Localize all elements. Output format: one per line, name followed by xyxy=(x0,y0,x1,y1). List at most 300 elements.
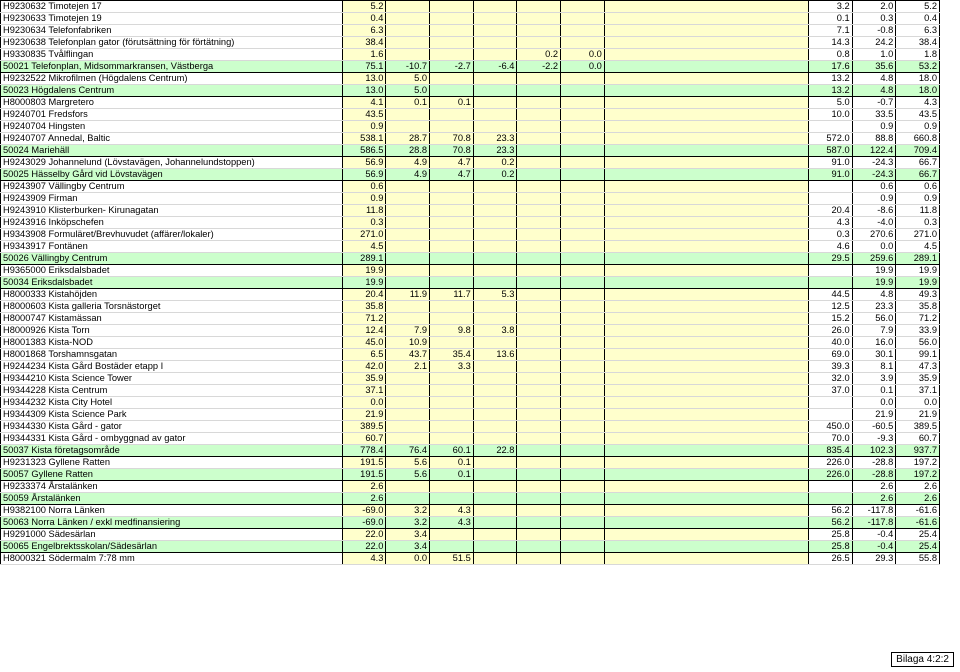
project-name-cell: H9230633 Timotejen 19 xyxy=(1,13,343,25)
value-cell: -61.6 xyxy=(896,517,940,529)
value-cell: 0.3 xyxy=(852,13,896,25)
value-cell xyxy=(430,337,474,349)
value-cell xyxy=(386,193,430,205)
value-cell: 21.9 xyxy=(896,409,940,421)
value-cell: -0.7 xyxy=(852,97,896,109)
value-cell xyxy=(517,73,561,85)
value-cell: 389.5 xyxy=(342,421,386,433)
value-cell: 4.3 xyxy=(430,517,474,529)
value-cell: 26.0 xyxy=(808,325,852,337)
value-cell: 71.2 xyxy=(896,313,940,325)
value-cell: 25.8 xyxy=(808,529,852,541)
table-row xyxy=(1,313,940,325)
summary-row xyxy=(1,493,940,505)
value-cell xyxy=(604,409,808,421)
value-cell: 29.5 xyxy=(808,253,852,265)
table-row xyxy=(1,433,940,445)
value-cell: 53.2 xyxy=(896,61,940,73)
value-cell: 23.3 xyxy=(473,145,517,157)
value-cell xyxy=(561,193,605,205)
value-cell xyxy=(386,121,430,133)
value-cell xyxy=(473,277,517,289)
value-cell: 70.8 xyxy=(430,133,474,145)
project-name-cell: H9344330 Kista Gård - gator xyxy=(1,421,343,433)
value-cell: 937.7 xyxy=(896,445,940,457)
value-cell xyxy=(604,61,808,73)
table-row xyxy=(1,325,940,337)
value-cell xyxy=(517,493,561,505)
value-cell xyxy=(604,481,808,493)
value-cell xyxy=(473,517,517,529)
value-cell: 71.2 xyxy=(342,313,386,325)
value-cell: 17.6 xyxy=(808,61,852,73)
value-cell: 70.8 xyxy=(430,145,474,157)
value-cell xyxy=(517,229,561,241)
project-name-cell: H9344309 Kista Science Park xyxy=(1,409,343,421)
value-cell xyxy=(473,553,517,565)
value-cell: 33.9 xyxy=(896,325,940,337)
value-cell: 5.6 xyxy=(386,457,430,469)
value-cell: 56.2 xyxy=(808,517,852,529)
value-cell xyxy=(386,217,430,229)
value-cell xyxy=(517,85,561,97)
value-cell xyxy=(517,133,561,145)
value-cell: 47.3 xyxy=(896,361,940,373)
project-name-cell: H9243916 Inköpschefen xyxy=(1,217,343,229)
value-cell xyxy=(604,253,808,265)
value-cell: 56.9 xyxy=(342,169,386,181)
value-cell xyxy=(517,193,561,205)
value-cell xyxy=(430,541,474,553)
value-cell: 37.1 xyxy=(896,385,940,397)
value-cell: 51.5 xyxy=(430,553,474,565)
value-cell: 13.6 xyxy=(473,349,517,361)
value-cell xyxy=(430,421,474,433)
value-cell: 19.9 xyxy=(342,265,386,277)
value-cell: 0.1 xyxy=(430,97,474,109)
table-row xyxy=(1,301,940,313)
value-cell: 0.9 xyxy=(342,121,386,133)
value-cell xyxy=(517,469,561,481)
project-name-cell: H9233374 Årstalänken xyxy=(1,481,343,493)
value-cell xyxy=(473,469,517,481)
value-cell xyxy=(561,541,605,553)
value-cell: 586.5 xyxy=(342,145,386,157)
value-cell xyxy=(386,421,430,433)
value-cell xyxy=(386,181,430,193)
value-cell xyxy=(386,373,430,385)
value-cell xyxy=(808,265,852,277)
value-cell: 15.2 xyxy=(808,313,852,325)
value-cell: 0.6 xyxy=(852,181,896,193)
value-cell xyxy=(517,181,561,193)
value-cell xyxy=(604,397,808,409)
value-cell xyxy=(604,37,808,49)
value-cell: 23.3 xyxy=(473,133,517,145)
value-cell xyxy=(604,193,808,205)
value-cell: 43.7 xyxy=(386,349,430,361)
value-cell xyxy=(561,337,605,349)
table-row xyxy=(1,373,940,385)
value-cell: 45.0 xyxy=(342,337,386,349)
value-cell xyxy=(561,433,605,445)
value-cell: 42.0 xyxy=(342,361,386,373)
value-cell xyxy=(430,37,474,49)
value-cell: 13.0 xyxy=(342,73,386,85)
value-cell xyxy=(604,145,808,157)
summary-row xyxy=(1,517,940,529)
value-cell xyxy=(430,409,474,421)
project-name-cell: H9230632 Timotejen 17 xyxy=(1,1,343,13)
value-cell: -24.3 xyxy=(852,169,896,181)
value-cell: 5.3 xyxy=(473,289,517,301)
value-cell: 0.1 xyxy=(430,457,474,469)
value-cell: 3.2 xyxy=(386,517,430,529)
value-cell xyxy=(808,181,852,193)
value-cell xyxy=(517,169,561,181)
value-cell: 76.4 xyxy=(386,445,430,457)
value-cell xyxy=(517,361,561,373)
value-cell xyxy=(517,529,561,541)
value-cell: 60.7 xyxy=(342,433,386,445)
value-cell: 0.4 xyxy=(342,13,386,25)
project-name-cell: H9240704 Hingsten xyxy=(1,121,343,133)
value-cell: 21.9 xyxy=(852,409,896,421)
value-cell: 16.0 xyxy=(852,337,896,349)
value-cell: 7.9 xyxy=(852,325,896,337)
summary-row xyxy=(1,469,940,481)
value-cell: 587.0 xyxy=(808,145,852,157)
value-cell: 271.0 xyxy=(896,229,940,241)
value-cell xyxy=(517,517,561,529)
value-cell xyxy=(808,277,852,289)
value-cell: 19.9 xyxy=(896,277,940,289)
value-cell xyxy=(386,109,430,121)
value-cell xyxy=(473,337,517,349)
value-cell xyxy=(473,373,517,385)
value-cell xyxy=(561,313,605,325)
value-cell: 55.8 xyxy=(896,553,940,565)
value-cell: 37.1 xyxy=(342,385,386,397)
project-name-cell: H9230638 Telefonplan gator (förutsättning för förtätning) xyxy=(1,37,343,49)
value-cell: 13.0 xyxy=(342,85,386,97)
table-row xyxy=(1,73,940,85)
value-cell: 14.3 xyxy=(808,37,852,49)
value-cell: 0.0 xyxy=(896,397,940,409)
value-cell: 13.2 xyxy=(808,85,852,97)
table-body xyxy=(1,1,940,565)
value-cell: 2.6 xyxy=(342,493,386,505)
value-cell xyxy=(604,277,808,289)
value-cell: 1.8 xyxy=(896,49,940,61)
value-cell: 450.0 xyxy=(808,421,852,433)
value-cell xyxy=(386,301,430,313)
value-cell xyxy=(386,409,430,421)
value-cell xyxy=(386,493,430,505)
value-cell xyxy=(604,97,808,109)
value-cell xyxy=(517,373,561,385)
value-cell xyxy=(604,529,808,541)
value-cell: 5.2 xyxy=(896,1,940,13)
value-cell xyxy=(473,505,517,517)
value-cell: 11.7 xyxy=(430,289,474,301)
summary-row xyxy=(1,541,940,553)
value-cell: 0.8 xyxy=(808,49,852,61)
value-cell xyxy=(561,325,605,337)
value-cell: 0.0 xyxy=(561,61,605,73)
value-cell xyxy=(561,217,605,229)
table-row xyxy=(1,241,940,253)
value-cell xyxy=(561,361,605,373)
value-cell xyxy=(386,229,430,241)
value-cell: 4.3 xyxy=(808,217,852,229)
value-cell xyxy=(517,409,561,421)
value-cell xyxy=(473,265,517,277)
value-cell: 8.1 xyxy=(852,361,896,373)
value-cell xyxy=(517,253,561,265)
value-cell: 226.0 xyxy=(808,457,852,469)
value-cell xyxy=(604,553,808,565)
value-cell: 19.9 xyxy=(342,277,386,289)
project-name-cell: H9382100 Norra Länken xyxy=(1,505,343,517)
value-cell: 122.4 xyxy=(852,145,896,157)
value-cell: 0.2 xyxy=(473,169,517,181)
value-cell xyxy=(561,349,605,361)
value-cell xyxy=(604,541,808,553)
value-cell: 4.5 xyxy=(342,241,386,253)
value-cell: -24.3 xyxy=(852,157,896,169)
value-cell: 22.0 xyxy=(342,541,386,553)
value-cell: 75.1 xyxy=(342,61,386,73)
value-cell: 572.0 xyxy=(808,133,852,145)
table-row xyxy=(1,157,940,169)
value-cell xyxy=(604,433,808,445)
value-cell: 0.6 xyxy=(896,181,940,193)
value-cell: 0.1 xyxy=(430,469,474,481)
value-cell xyxy=(517,217,561,229)
value-cell: 4.3 xyxy=(342,553,386,565)
table-row xyxy=(1,229,940,241)
value-cell xyxy=(473,37,517,49)
value-cell xyxy=(517,553,561,565)
value-cell xyxy=(561,517,605,529)
value-cell xyxy=(561,457,605,469)
value-cell xyxy=(561,265,605,277)
table-row xyxy=(1,205,940,217)
table-row xyxy=(1,133,940,145)
value-cell xyxy=(561,85,605,97)
value-cell xyxy=(430,277,474,289)
summary-row xyxy=(1,277,940,289)
value-cell: 1.0 xyxy=(852,49,896,61)
value-cell: 389.5 xyxy=(896,421,940,433)
summary-row xyxy=(1,145,940,157)
value-cell xyxy=(517,145,561,157)
table-row xyxy=(1,181,940,193)
value-cell: -0.4 xyxy=(852,529,896,541)
value-cell xyxy=(473,253,517,265)
value-cell xyxy=(561,409,605,421)
value-cell: 35.6 xyxy=(852,61,896,73)
value-cell: 23.3 xyxy=(852,301,896,313)
value-cell: -4.0 xyxy=(852,217,896,229)
value-cell: 6.3 xyxy=(896,25,940,37)
value-cell xyxy=(561,421,605,433)
value-cell xyxy=(430,205,474,217)
value-cell: 538.1 xyxy=(342,133,386,145)
value-cell: 25.8 xyxy=(808,541,852,553)
summary-row xyxy=(1,61,940,73)
table-row xyxy=(1,553,940,565)
value-cell xyxy=(517,541,561,553)
value-cell xyxy=(561,13,605,25)
value-cell: 0.0 xyxy=(386,553,430,565)
value-cell xyxy=(604,157,808,169)
value-cell xyxy=(517,277,561,289)
value-cell: 5.0 xyxy=(386,73,430,85)
value-cell: 22.0 xyxy=(342,529,386,541)
value-cell xyxy=(473,493,517,505)
value-cell xyxy=(604,469,808,481)
appendix-label: Bilaga 4:2:2 xyxy=(891,652,954,667)
value-cell xyxy=(473,457,517,469)
value-cell: 11.8 xyxy=(342,205,386,217)
value-cell xyxy=(604,49,808,61)
value-cell xyxy=(430,85,474,97)
value-cell xyxy=(604,85,808,97)
value-cell xyxy=(517,13,561,25)
value-cell: 26.5 xyxy=(808,553,852,565)
value-cell: 3.2 xyxy=(386,505,430,517)
project-name-cell: H8000603 Kista galleria Torsnästorget xyxy=(1,301,343,313)
project-name-cell: 50059 Årstalänken xyxy=(1,493,343,505)
value-cell: 0.2 xyxy=(517,49,561,61)
value-cell xyxy=(808,121,852,133)
value-cell xyxy=(517,385,561,397)
value-cell: 4.7 xyxy=(430,157,474,169)
value-cell xyxy=(386,205,430,217)
value-cell xyxy=(517,157,561,169)
value-cell xyxy=(386,25,430,37)
value-cell: 0.0 xyxy=(852,397,896,409)
table-row xyxy=(1,421,940,433)
value-cell: 4.8 xyxy=(852,289,896,301)
value-cell xyxy=(430,313,474,325)
value-cell: -9.3 xyxy=(852,433,896,445)
value-cell xyxy=(473,301,517,313)
table-row xyxy=(1,289,940,301)
project-name-cell: H9344228 Kista Centrum xyxy=(1,385,343,397)
value-cell: 3.9 xyxy=(852,373,896,385)
value-cell: 43.5 xyxy=(342,109,386,121)
value-cell: 32.0 xyxy=(808,373,852,385)
value-cell xyxy=(604,349,808,361)
value-cell: 2.6 xyxy=(896,493,940,505)
value-cell: 11.8 xyxy=(896,205,940,217)
value-cell: 11.9 xyxy=(386,289,430,301)
value-cell xyxy=(561,181,605,193)
value-cell: 5.6 xyxy=(386,469,430,481)
table-row xyxy=(1,409,940,421)
summary-row xyxy=(1,445,940,457)
value-cell xyxy=(430,433,474,445)
project-name-cell: 50063 Norra Länken / exkl medfinansiering xyxy=(1,517,343,529)
project-name-cell: 50065 Engelbrektsskolan/Sädesärlan xyxy=(1,541,343,553)
value-cell: 2.0 xyxy=(852,1,896,13)
value-cell xyxy=(430,373,474,385)
value-cell xyxy=(517,109,561,121)
value-cell xyxy=(517,325,561,337)
project-name-cell: H8000321 Södermalm 7:78 mm xyxy=(1,553,343,565)
table-row xyxy=(1,337,940,349)
value-cell: 1.6 xyxy=(342,49,386,61)
table-row xyxy=(1,457,940,469)
summary-row xyxy=(1,169,940,181)
value-cell: 13.2 xyxy=(808,73,852,85)
value-cell xyxy=(473,397,517,409)
table-row xyxy=(1,1,940,13)
value-cell xyxy=(473,109,517,121)
value-cell xyxy=(430,217,474,229)
table-row xyxy=(1,385,940,397)
value-cell: 0.9 xyxy=(852,121,896,133)
value-cell xyxy=(386,277,430,289)
project-name-cell: H9243909 Firman xyxy=(1,193,343,205)
project-name-cell: 50026 Vällingby Centrum xyxy=(1,253,343,265)
project-name-cell: H9230634 Telefonfabriken xyxy=(1,25,343,37)
value-cell: 6.3 xyxy=(342,25,386,37)
value-cell: 38.4 xyxy=(342,37,386,49)
value-cell: 7.1 xyxy=(808,25,852,37)
value-cell xyxy=(517,25,561,37)
value-cell xyxy=(604,265,808,277)
value-cell xyxy=(386,241,430,253)
value-cell xyxy=(604,325,808,337)
value-cell: 0.1 xyxy=(808,13,852,25)
value-cell xyxy=(473,193,517,205)
value-cell xyxy=(604,385,808,397)
value-cell xyxy=(561,97,605,109)
table-row xyxy=(1,349,940,361)
value-cell: 43.5 xyxy=(896,109,940,121)
value-cell xyxy=(386,49,430,61)
value-cell: 91.0 xyxy=(808,157,852,169)
value-cell: 21.9 xyxy=(342,409,386,421)
value-cell: 6.5 xyxy=(342,349,386,361)
value-cell xyxy=(473,481,517,493)
value-cell: 3.2 xyxy=(808,1,852,13)
value-cell: 4.9 xyxy=(386,157,430,169)
value-cell xyxy=(517,505,561,517)
value-cell: 56.9 xyxy=(342,157,386,169)
value-cell: 2.1 xyxy=(386,361,430,373)
value-cell xyxy=(561,109,605,121)
value-cell: 778.4 xyxy=(342,445,386,457)
value-cell: 835.4 xyxy=(808,445,852,457)
value-cell: 197.2 xyxy=(896,469,940,481)
value-cell xyxy=(430,385,474,397)
value-cell: 12.5 xyxy=(808,301,852,313)
value-cell xyxy=(604,109,808,121)
value-cell: 2.6 xyxy=(852,481,896,493)
value-cell: 2.6 xyxy=(896,481,940,493)
value-cell xyxy=(561,397,605,409)
value-cell xyxy=(604,313,808,325)
value-cell xyxy=(473,181,517,193)
summary-row xyxy=(1,253,940,265)
value-cell: 4.7 xyxy=(430,169,474,181)
value-cell: 35.8 xyxy=(896,301,940,313)
